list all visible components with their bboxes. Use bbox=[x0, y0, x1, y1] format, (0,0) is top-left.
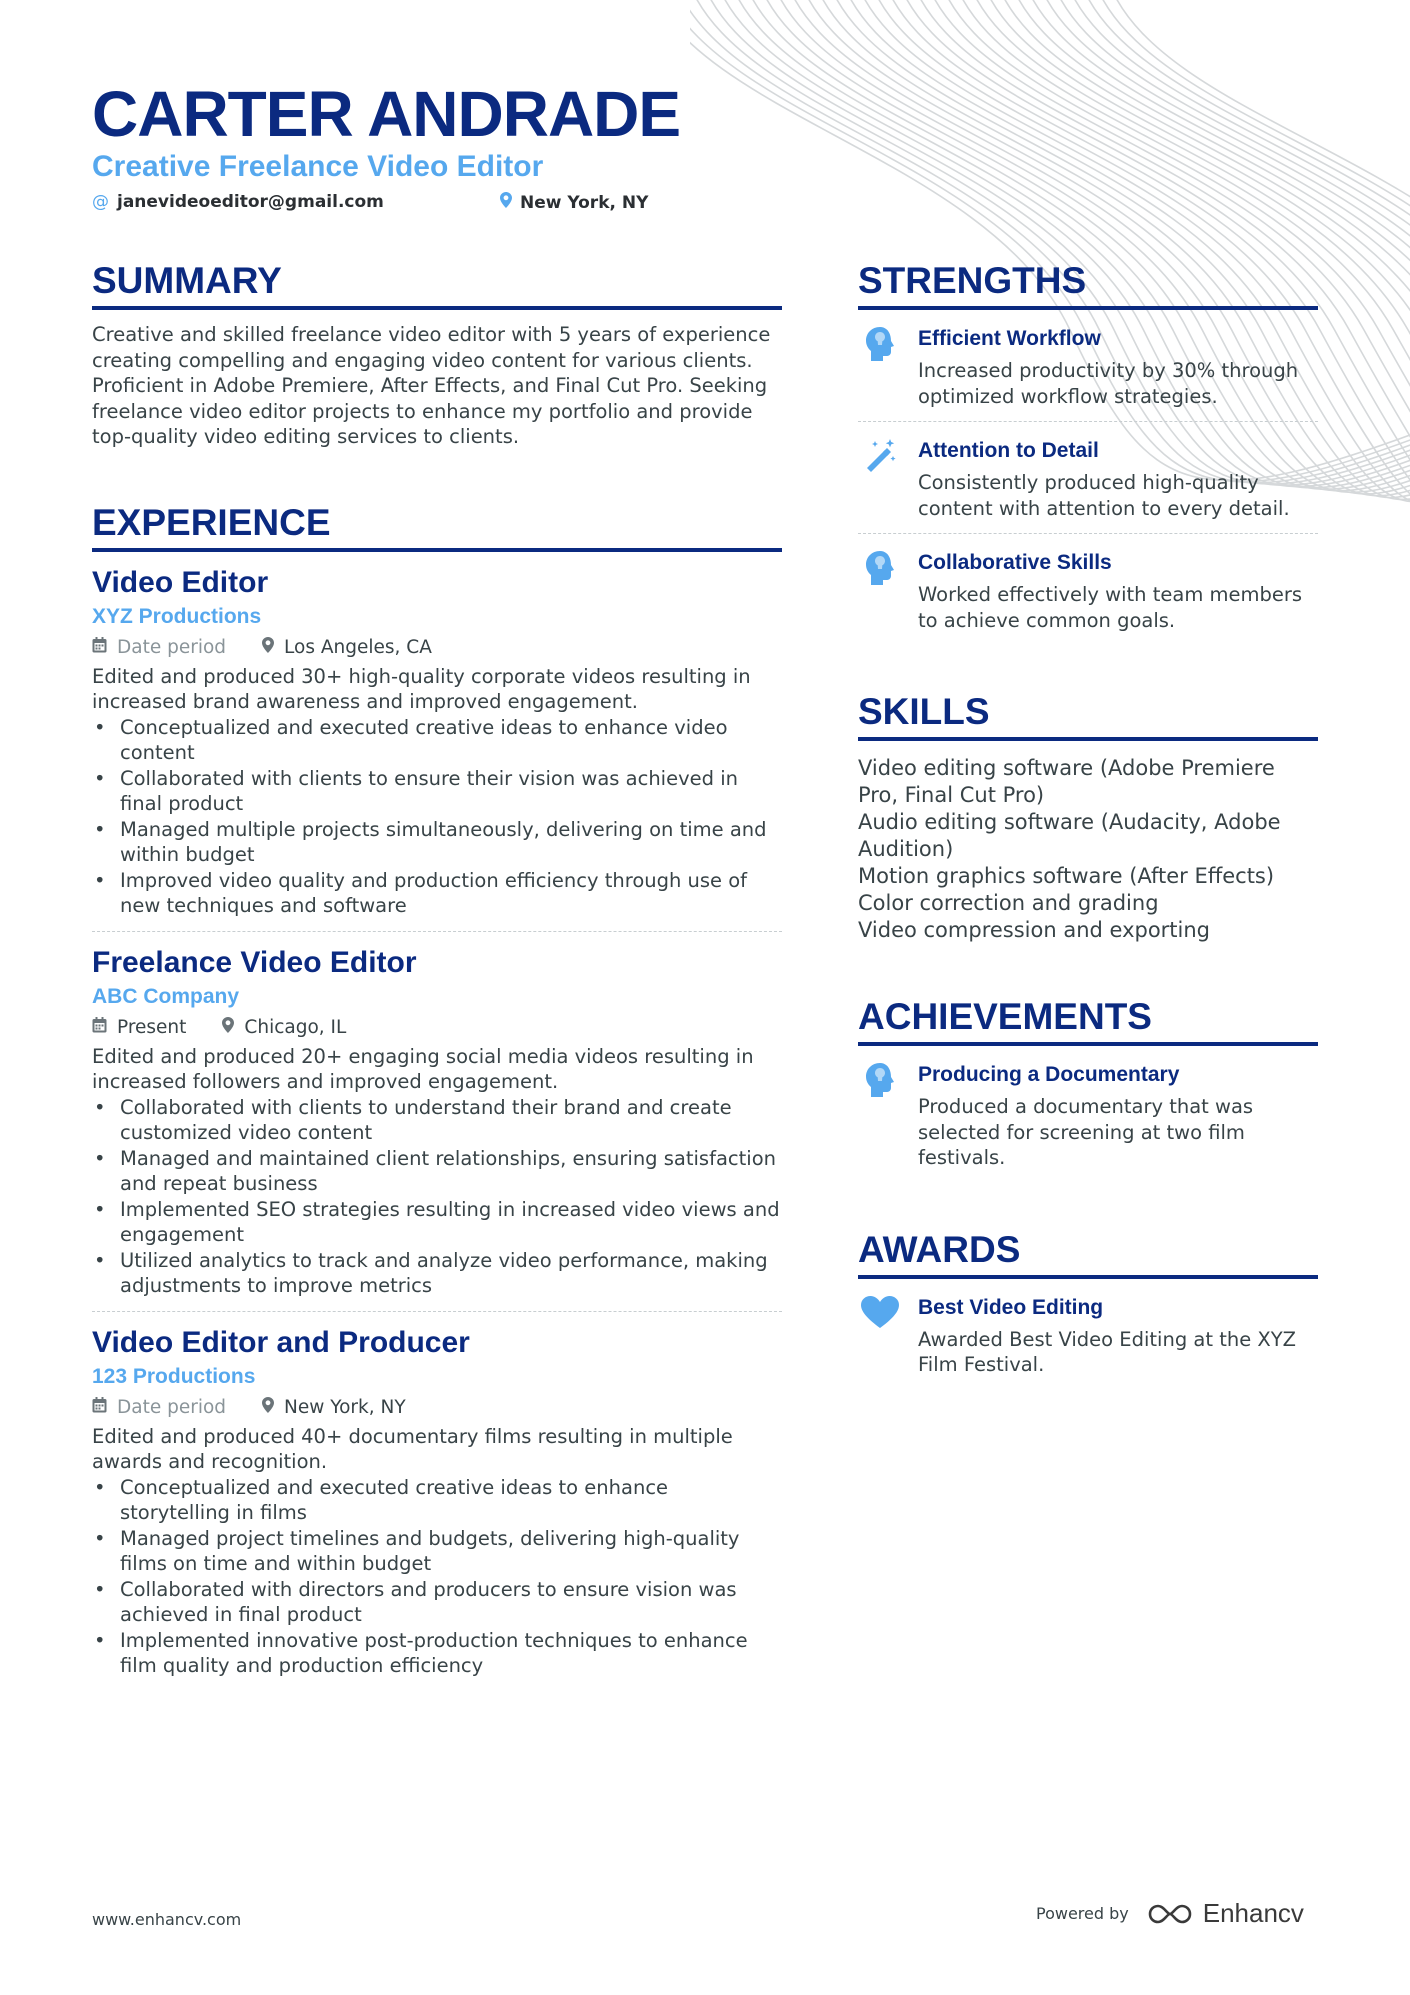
strengths-item-title: Attention to Detail bbox=[918, 439, 1099, 462]
location-pin-icon bbox=[262, 1392, 274, 1424]
heart-icon bbox=[858, 1293, 902, 1378]
skill-item: Video editing software (Adobe Premiere Pro, Final Cut Pro) bbox=[858, 756, 1275, 807]
strengths-item-title: Efficient Workflow bbox=[918, 327, 1101, 350]
job-company: XYZ Productions bbox=[92, 604, 262, 628]
skill-item: Motion graphics software (After Effects) bbox=[858, 864, 1275, 888]
achievements-list bbox=[858, 1046, 1318, 1183]
brand-logo[interactable] bbox=[1147, 1898, 1304, 1929]
job-meta bbox=[92, 1392, 782, 1424]
strengths-item-text: Consistently produced high-quality content with attention to every detail. bbox=[918, 471, 1290, 520]
strengths-item-text: Worked effectively with team members to achieve common goals. bbox=[918, 583, 1303, 632]
skills-heading: SKILLS bbox=[858, 689, 1318, 741]
job-description: Edited and produced 30+ high-quality corporate videos resulting in increased brand awareness and improved engagement. bbox=[92, 664, 751, 713]
location-pin-icon bbox=[262, 632, 274, 664]
job-bullet: • Collaborated with directors and producers to ensure vision was achieved in final product bbox=[92, 1577, 782, 1628]
job-company: 123 Productions bbox=[92, 1364, 256, 1388]
awards-item-text: Awarded Best Video Editing at the XYZ Film Festival. bbox=[918, 1327, 1297, 1376]
awards-item-title: Best Video Editing bbox=[918, 1295, 1104, 1319]
location-pin-icon bbox=[500, 192, 512, 213]
strengths-heading: STRENGTHS bbox=[858, 258, 1318, 310]
awards-heading: AWARDS bbox=[858, 1227, 1318, 1279]
job-entry bbox=[92, 1312, 782, 1679]
job-meta bbox=[92, 1012, 782, 1044]
job-date: Present bbox=[117, 1016, 187, 1038]
resume-page bbox=[92, 0, 1318, 1995]
job-bullet: • Managed and maintained client relationships, ensuring satisfaction and repeat business bbox=[92, 1146, 782, 1197]
summary-section bbox=[92, 258, 782, 450]
achievements-heading: ACHIEVEMENTS bbox=[858, 994, 1318, 1046]
calendar-icon bbox=[92, 632, 107, 664]
awards-section bbox=[858, 1227, 1318, 1390]
skill-item: Color correction and grading bbox=[858, 891, 1159, 915]
achievements-item bbox=[858, 1046, 1318, 1183]
strengths-list bbox=[858, 310, 1318, 645]
right-column bbox=[858, 258, 1318, 1390]
strengths-item bbox=[858, 310, 1318, 421]
candidate-name: CARTER ANDRADE bbox=[92, 78, 681, 150]
job-entry bbox=[92, 552, 782, 932]
head-icon bbox=[858, 1060, 902, 1171]
job-description: Edited and produced 40+ documentary films resulting in multiple awards and recognition. bbox=[92, 1424, 733, 1473]
enhancv-logo-icon bbox=[1147, 1902, 1193, 1926]
experience-heading: EXPERIENCE bbox=[92, 500, 782, 552]
powered-by-label: Powered by bbox=[1036, 1904, 1129, 1923]
job-bullet: • Collaborated with clients to ensure their vision was achieved in final product bbox=[92, 766, 782, 817]
job-bullet: • Improved video quality and production efficiency through use of new techniques and software bbox=[92, 868, 782, 919]
strengths-item bbox=[858, 422, 1318, 533]
job-bullet: • Implemented innovative post-production techniques to enhance film quality and production efficiency bbox=[92, 1628, 782, 1679]
calendar-icon bbox=[92, 1392, 107, 1424]
job-bullet: • Managed project timelines and budgets, delivering high-quality films on time and within budget bbox=[92, 1526, 782, 1577]
head-icon bbox=[858, 548, 902, 633]
achievements-item-title: Producing a Documentary bbox=[918, 1063, 1180, 1086]
summary-heading: SUMMARY bbox=[92, 258, 782, 310]
job-title: Video Editor bbox=[92, 565, 269, 599]
job-bullet: • Collaborated with clients to understand their brand and create customized video content bbox=[92, 1095, 782, 1146]
location-pin-icon bbox=[222, 1012, 234, 1044]
job-location: Chicago, IL bbox=[244, 1016, 347, 1038]
achievements-section bbox=[858, 994, 1318, 1183]
achievements-item-text: Produced a documentary that was selected for screening at two film festivals. bbox=[918, 1095, 1254, 1169]
left-column bbox=[92, 258, 782, 1679]
job-bullet: • Conceptualized and executed creative ideas to enhance storytelling in films bbox=[92, 1475, 782, 1526]
job-date: Date period bbox=[117, 1396, 227, 1418]
job-bullet: • Implemented SEO strategies resulting in increased video views and engagement bbox=[92, 1197, 782, 1248]
job-meta bbox=[92, 632, 782, 664]
skill-item: Video compression and exporting bbox=[858, 918, 1211, 942]
candidate-title: Creative Freelance Video Editor bbox=[92, 150, 544, 183]
footer-website[interactable]: www.enhancv.com bbox=[92, 1910, 242, 1929]
job-company: ABC Company bbox=[92, 984, 240, 1008]
at-icon: @ bbox=[92, 192, 109, 212]
awards-item bbox=[858, 1279, 1318, 1390]
job-bullets bbox=[92, 1475, 782, 1679]
magic-wand-icon bbox=[858, 436, 902, 521]
job-bullet: • Conceptualized and executed creative ideas to enhance video content bbox=[92, 715, 782, 766]
summary-text: Creative and skilled freelance video editor with 5 years of experience creating compelling and engaging video content for various clients. Proficient in Adobe Premiere, After Effects, and Final Cut Pro. Seeking freelance video editor projects to enhance my portfolio and provide top-quality video editing services to clients. bbox=[92, 323, 771, 448]
job-location: New York, NY bbox=[284, 1396, 406, 1418]
head-icon bbox=[858, 324, 902, 409]
job-date: Date period bbox=[117, 636, 227, 658]
contact-email[interactable] bbox=[92, 192, 384, 212]
job-entry bbox=[92, 932, 782, 1312]
strengths-item bbox=[858, 534, 1318, 645]
contact-location bbox=[500, 192, 648, 213]
calendar-icon bbox=[92, 1012, 107, 1044]
skills-section bbox=[858, 689, 1318, 944]
job-bullet: • Managed multiple projects simultaneously, delivering on time and within budget bbox=[92, 817, 782, 868]
job-location: Los Angeles, CA bbox=[284, 636, 432, 658]
skill-item: Audio editing software (Audacity, Adobe Audition) bbox=[858, 810, 1281, 861]
job-bullets bbox=[92, 715, 782, 919]
job-title: Video Editor and Producer bbox=[92, 1325, 470, 1359]
strengths-item-title: Collaborative Skills bbox=[918, 551, 1112, 574]
email-text: janevideoeditor@gmail.com bbox=[117, 192, 384, 212]
strengths-item-text: Increased productivity by 30% through optimized workflow strategies. bbox=[918, 359, 1299, 408]
location-text: New York, NY bbox=[520, 192, 649, 213]
job-title: Freelance Video Editor bbox=[92, 945, 417, 979]
strengths-section bbox=[858, 258, 1318, 645]
brand-name: Enhancv bbox=[1202, 1898, 1304, 1928]
skills-list bbox=[858, 741, 1318, 944]
job-bullet: • Utilized analytics to track and analyze video performance, making adjustments to improve metrics bbox=[92, 1248, 782, 1299]
footer-branding bbox=[1036, 1898, 1304, 1929]
jobs-list bbox=[92, 552, 782, 1679]
awards-list bbox=[858, 1279, 1318, 1390]
job-bullets bbox=[92, 1095, 782, 1299]
job-description: Edited and produced 20+ engaging social media videos resulting in increased followers and improved engagement. bbox=[92, 1044, 754, 1093]
experience-section bbox=[92, 500, 782, 1679]
